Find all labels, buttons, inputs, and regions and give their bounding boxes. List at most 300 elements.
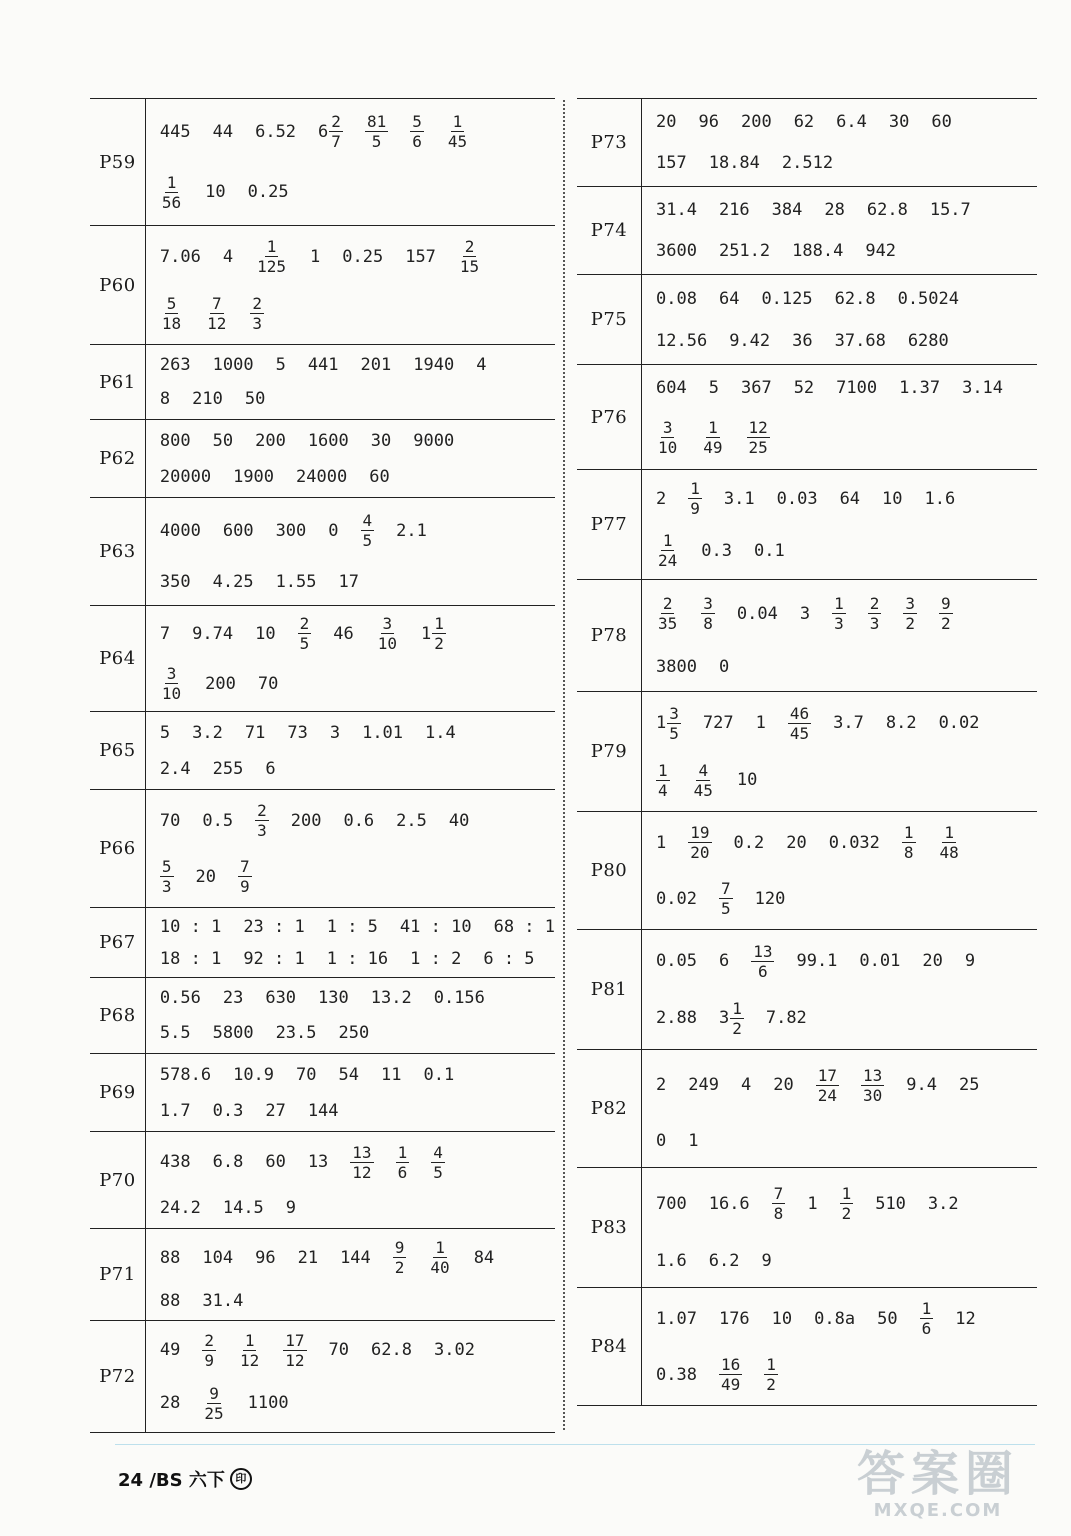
answer-lines: [145, 978, 555, 1054]
fraction: [329, 112, 343, 151]
answer-value: 0.03: [776, 488, 818, 509]
fraction-answer: [255, 801, 269, 840]
answer-line: [160, 355, 555, 375]
answer-value: 8.2: [885, 713, 917, 733]
answer-value: 3600: [656, 241, 697, 261]
answer-lines: [145, 790, 555, 908]
answer-value: 62.8: [371, 1340, 412, 1360]
answer-lines: [642, 1168, 1038, 1288]
answer-value: 1100: [247, 1393, 289, 1413]
answer-value: 5.5: [159, 1023, 191, 1043]
answer-value: 6.8: [212, 1152, 244, 1172]
answer-lines: [145, 99, 555, 226]
fraction: [832, 594, 846, 633]
answer-line: [160, 759, 555, 779]
answer-value: 727: [702, 713, 734, 733]
answer-line: [656, 200, 1037, 220]
answer-value: 6: [265, 758, 276, 779]
answer-value: 441: [307, 354, 339, 375]
answer-line: [656, 289, 1037, 309]
answer-value: 16.6: [708, 1193, 750, 1214]
answer-line: [160, 511, 555, 550]
answer-value: 10: [771, 1308, 793, 1329]
answer-lines: [145, 345, 555, 420]
answer-value: 31.4: [656, 200, 697, 220]
answer-value: 28: [824, 200, 845, 220]
fraction: [283, 1331, 306, 1370]
denominator: 45: [789, 723, 810, 743]
answer-line: [656, 418, 1037, 457]
answer-value: 0.25: [247, 182, 289, 203]
answer-value: 600: [222, 520, 254, 541]
fraction: [361, 511, 375, 550]
fraction: [656, 761, 670, 800]
answer-row: [577, 1168, 1037, 1288]
answer-value: 0.156: [433, 988, 485, 1008]
answer-value: 96: [698, 112, 719, 132]
fraction: [250, 294, 264, 333]
answer-value: 36: [792, 330, 813, 351]
answer-value: 130: [318, 988, 349, 1008]
denominator: 24: [658, 551, 678, 570]
fraction: [431, 1143, 445, 1182]
answer-value: 2.512: [781, 153, 834, 173]
answer-lines: [145, 606, 555, 712]
left-answer-column: [90, 98, 555, 1433]
fraction: [446, 112, 469, 151]
fraction-answer: [701, 418, 724, 457]
answer-line: [656, 1355, 1037, 1394]
fraction-answer: [238, 1331, 261, 1370]
numerator: 9: [209, 1383, 219, 1403]
denominator: 56: [161, 192, 182, 212]
fraction: [868, 594, 882, 633]
answer-value: 70: [296, 1064, 317, 1085]
answer-value: 18.84: [708, 153, 760, 173]
numerator: 5: [412, 112, 422, 132]
answer-value: 92 : 1: [243, 948, 305, 969]
answer-line: [656, 531, 1037, 570]
numerator: 1: [662, 531, 673, 550]
numerator: 5: [161, 857, 172, 876]
answer-line: [656, 153, 1037, 173]
fraction-answer: [446, 112, 469, 151]
page-number: P73: [577, 99, 642, 187]
answer-value: 0.2: [733, 832, 765, 853]
answer-value: 2: [656, 1075, 667, 1096]
answer-value: 942: [865, 241, 897, 261]
fraction-answer: [160, 664, 183, 703]
answer-line: [656, 241, 1037, 261]
answer-value: 1.55: [275, 571, 317, 592]
numerator: 1: [266, 237, 277, 257]
denominator: 9: [204, 1350, 215, 1370]
answer-value: 144: [340, 1247, 371, 1268]
denominator: 5: [371, 132, 382, 152]
fraction-answer: [160, 173, 183, 212]
answer-line: [160, 949, 555, 969]
fraction: [840, 1184, 854, 1223]
answer-value: 700: [656, 1193, 687, 1214]
numerator: 2: [299, 614, 310, 633]
fraction: [861, 1066, 884, 1105]
numerator: 1: [452, 112, 463, 132]
answer-value: 31.4: [202, 1290, 244, 1311]
fraction-answer: [205, 294, 228, 333]
answer-value: 0.02: [938, 713, 980, 733]
fraction: [656, 531, 679, 570]
answer-value: 11: [381, 1064, 402, 1085]
numerator: 19: [690, 823, 710, 842]
answer-value: 4: [476, 354, 487, 375]
fraction-answer: [719, 879, 733, 918]
answer-value: 6.2: [708, 1250, 740, 1271]
fraction: [903, 594, 917, 633]
numerator: 1: [434, 614, 444, 633]
answer-line: [656, 879, 1037, 918]
right-answer-column: [577, 98, 1037, 1406]
fraction: [939, 594, 953, 633]
fraction: [701, 594, 715, 633]
denominator: 30: [862, 1085, 883, 1105]
numerator: 4: [362, 511, 373, 531]
page-number: P64: [90, 606, 145, 712]
numerator: 7: [773, 1184, 784, 1204]
fraction: [692, 761, 715, 800]
answer-line: [160, 664, 555, 703]
numerator: 1: [732, 998, 742, 1018]
answer-value: 4: [222, 246, 234, 267]
answer-lines: [642, 1050, 1038, 1168]
footer-rule: [115, 1444, 1035, 1445]
answer-value: 28: [159, 1393, 181, 1413]
whole-part: 1: [656, 713, 667, 733]
answer-value: 0.56: [159, 988, 201, 1008]
answer-row: [90, 345, 555, 420]
answer-value: 367: [740, 377, 772, 398]
fraction-answer: [396, 1143, 410, 1182]
page-number: P61: [90, 345, 145, 420]
answer-value: 7: [159, 623, 171, 644]
answer-value: 200: [290, 810, 322, 831]
fraction-answer: [939, 594, 953, 633]
answer-line: [656, 378, 1037, 398]
answer-value: 201: [360, 354, 392, 375]
fraction-answer: [431, 1143, 445, 1182]
answer-value: 30: [370, 430, 392, 451]
answer-line: [656, 942, 1037, 981]
numerator: 1: [166, 172, 177, 192]
fraction-answer: [719, 1355, 742, 1394]
numerator: 4: [698, 760, 709, 780]
answer-value: 1600: [307, 430, 349, 451]
denominator: 5: [299, 634, 310, 653]
denominator: 9: [240, 877, 250, 896]
answer-lines: [642, 365, 1038, 470]
answer-value: 5: [708, 377, 719, 398]
answer-value: 0: [328, 520, 339, 541]
answer-row: [577, 187, 1037, 275]
answer-row: [577, 1050, 1037, 1168]
answer-value: 9.42: [729, 330, 771, 351]
fraction-answer: [250, 294, 264, 333]
answer-value: 250: [338, 1023, 370, 1043]
answer-line: [656, 331, 1037, 351]
fraction: [816, 1066, 839, 1105]
denominator: 45: [693, 780, 713, 800]
numerator: 7: [720, 879, 731, 898]
denominator: 12: [352, 1162, 372, 1182]
answer-value: 1900: [233, 466, 275, 487]
answer-value: 1 : 2: [410, 948, 462, 969]
answer-value: 4000: [159, 520, 201, 541]
answer-value: 18 : 1: [159, 948, 222, 969]
fraction: [432, 614, 446, 653]
denominator: 49: [720, 1375, 741, 1394]
numerator: 9: [941, 594, 951, 614]
fraction-answer: [772, 1184, 786, 1223]
answer-value: 12.56: [656, 330, 708, 351]
fraction: [160, 857, 174, 896]
answer-line: [160, 237, 555, 276]
answer-value: 604: [656, 377, 687, 398]
fraction-answer: [656, 594, 679, 633]
answer-value: 9000: [413, 430, 455, 451]
page-number: P81: [577, 930, 642, 1050]
page-number: P63: [90, 498, 145, 606]
whole-part: 1: [420, 623, 432, 644]
denominator: 10: [161, 684, 182, 703]
answer-line: [160, 857, 555, 896]
answer-row: [90, 226, 555, 345]
answer-value: 3.2: [192, 722, 223, 743]
fraction: [255, 801, 269, 840]
page-number: P67: [90, 908, 145, 978]
answer-value: 251.2: [718, 241, 771, 261]
answer-value: 1.37: [899, 377, 941, 398]
numerator: 17: [817, 1065, 837, 1085]
answer-value: 0.6: [343, 810, 375, 831]
fraction: [747, 418, 770, 457]
fraction-answer: [238, 857, 252, 896]
fraction: [396, 1143, 410, 1182]
answer-value: 50: [877, 1308, 898, 1329]
answer-value: 1 : 16: [326, 948, 389, 969]
fraction: [656, 594, 679, 633]
fraction: [688, 479, 702, 518]
answer-value: 88: [159, 1290, 181, 1311]
answer-line: [160, 1331, 555, 1370]
numerator: 2: [662, 594, 673, 614]
page-number: P72: [90, 1321, 145, 1433]
answer-value: 210: [192, 389, 223, 410]
answer-value: 10 : 1: [159, 916, 222, 937]
answer-value: 144: [307, 1100, 339, 1121]
fraction: [393, 1238, 407, 1277]
page-number: P68: [90, 978, 145, 1054]
answer-value: 5: [159, 722, 171, 743]
denominator: 2: [394, 1258, 405, 1278]
denominator: 3: [834, 614, 844, 634]
numerator: 13: [753, 941, 773, 961]
answer-value: 120: [754, 888, 786, 909]
answer-line: [160, 1198, 555, 1218]
answer-value: 13: [307, 1152, 329, 1172]
numerator: 3: [703, 594, 713, 614]
answer-value: 0: [656, 1131, 667, 1152]
answer-value: 24.2: [159, 1197, 201, 1218]
answer-table-right: [577, 98, 1037, 1406]
answer-value: 1.7: [159, 1100, 191, 1121]
answer-value: 510: [875, 1193, 906, 1214]
denominator: 3: [252, 313, 263, 333]
fraction: [719, 1355, 742, 1394]
answer-value: 60: [931, 112, 952, 132]
answer-value: 10: [882, 488, 903, 509]
fraction: [938, 823, 961, 862]
answer-value: 9: [964, 951, 976, 971]
fraction: [730, 999, 744, 1038]
fraction: [160, 173, 183, 212]
fraction-answer: [202, 1384, 225, 1423]
fraction-answer: [656, 531, 679, 570]
answer-row: [577, 812, 1037, 930]
numerator: 2: [464, 237, 475, 257]
denominator: 5: [669, 723, 679, 743]
numerator: 1: [658, 760, 668, 780]
answer-value: 0.08: [656, 288, 697, 309]
answer-value: 0.125: [761, 288, 813, 309]
answer-value: 37.68: [834, 330, 886, 351]
answer-value: 1: [656, 832, 667, 853]
answer-row: [577, 580, 1037, 692]
fraction-answer: [298, 614, 312, 653]
answer-value: 50: [244, 389, 266, 410]
page-number: P78: [577, 580, 642, 692]
answer-value: 7100: [836, 377, 878, 398]
numerator: 3: [382, 614, 393, 633]
answer-value: 13.2: [370, 988, 412, 1008]
answer-value: 1.6: [924, 488, 956, 509]
mixed-number: [421, 614, 446, 653]
answer-line: [656, 594, 1037, 633]
denominator: 49: [703, 437, 723, 457]
denominator: 8: [703, 614, 713, 634]
answer-value: 9.4: [906, 1075, 937, 1096]
denominator: 5: [362, 531, 373, 551]
whole-part: 3: [718, 1008, 730, 1028]
answer-value: 300: [275, 520, 307, 541]
answer-value: 24000: [296, 466, 348, 487]
denominator: 6: [412, 132, 422, 152]
answer-value: 0: [718, 656, 730, 677]
numerator: 3: [662, 417, 673, 437]
answer-value: 157: [656, 153, 687, 173]
denominator: 25: [748, 437, 768, 457]
answer-row: [577, 1288, 1037, 1406]
fraction: [688, 823, 711, 862]
answer-row: [577, 470, 1037, 580]
page-number: P82: [577, 1050, 642, 1168]
denominator: 9: [690, 499, 700, 518]
numerator: 1: [903, 823, 914, 842]
answer-value: 0.02: [656, 888, 697, 909]
page-number: P79: [577, 692, 642, 812]
page-number: P70: [90, 1132, 145, 1229]
answer-lines: [642, 812, 1038, 930]
answer-value: 0.01: [859, 951, 901, 971]
watermark-url: MXQE.COM: [873, 1500, 1003, 1521]
answer-line: [160, 801, 555, 840]
answer-row: [90, 498, 555, 606]
answer-value: 0.1: [423, 1064, 455, 1085]
answer-value: 200: [205, 673, 236, 694]
fraction-answer: [701, 594, 715, 633]
denominator: 4: [658, 780, 668, 800]
answer-value: 64: [839, 488, 861, 509]
answer-value: 70: [257, 673, 279, 694]
answer-lines: [145, 1054, 555, 1132]
answer-value: 216: [718, 200, 750, 220]
numerator: 2: [252, 293, 263, 313]
column-divider: [563, 100, 565, 1430]
answer-value: 71: [244, 722, 266, 743]
fraction: [667, 704, 681, 743]
mixed-number: [719, 999, 744, 1038]
numerator: 1: [435, 1238, 445, 1258]
answer-value: 1: [807, 1193, 818, 1214]
answer-row: [577, 275, 1037, 365]
fraction-answer: [202, 1331, 216, 1370]
answer-value: 20: [786, 832, 807, 853]
answer-value: 52: [793, 377, 815, 398]
answer-line: [160, 431, 555, 451]
answer-value: 0.8a: [814, 1308, 856, 1329]
answer-row: [90, 790, 555, 908]
answer-value: 0.3: [701, 540, 732, 561]
answer-value: 10: [205, 182, 226, 203]
numerator: 7: [211, 293, 222, 313]
fraction-answer: [376, 614, 399, 653]
answer-lines: [642, 99, 1038, 187]
answer-value: 44: [212, 121, 234, 142]
fraction-answer: [747, 418, 770, 457]
answer-value: 6280: [907, 330, 949, 351]
page-number: P71: [90, 1229, 145, 1321]
answer-value: 20: [195, 866, 217, 887]
fraction-answer: [832, 594, 846, 633]
answer-value: 1.01: [362, 722, 404, 743]
fraction-answer: [868, 594, 882, 633]
answer-value: 1 : 5: [326, 916, 378, 937]
denominator: 6: [397, 1162, 408, 1182]
answer-line: [656, 761, 1037, 800]
answer-row: [90, 606, 555, 712]
page-label: 24 /BS 六下: [118, 1470, 225, 1491]
denominator: 2: [941, 614, 951, 634]
answer-value: 20: [922, 951, 943, 971]
numerator: 46: [789, 703, 810, 723]
fraction-answer: [816, 1066, 839, 1105]
numerator: 3: [669, 703, 679, 723]
answer-line: [160, 988, 555, 1008]
answer-value: 60: [369, 466, 390, 487]
denominator: 2: [766, 1375, 776, 1394]
fraction: [719, 879, 733, 918]
numerator: 1: [244, 1330, 255, 1350]
numerator: 1: [766, 1355, 776, 1374]
fraction-answer: [861, 1066, 884, 1105]
